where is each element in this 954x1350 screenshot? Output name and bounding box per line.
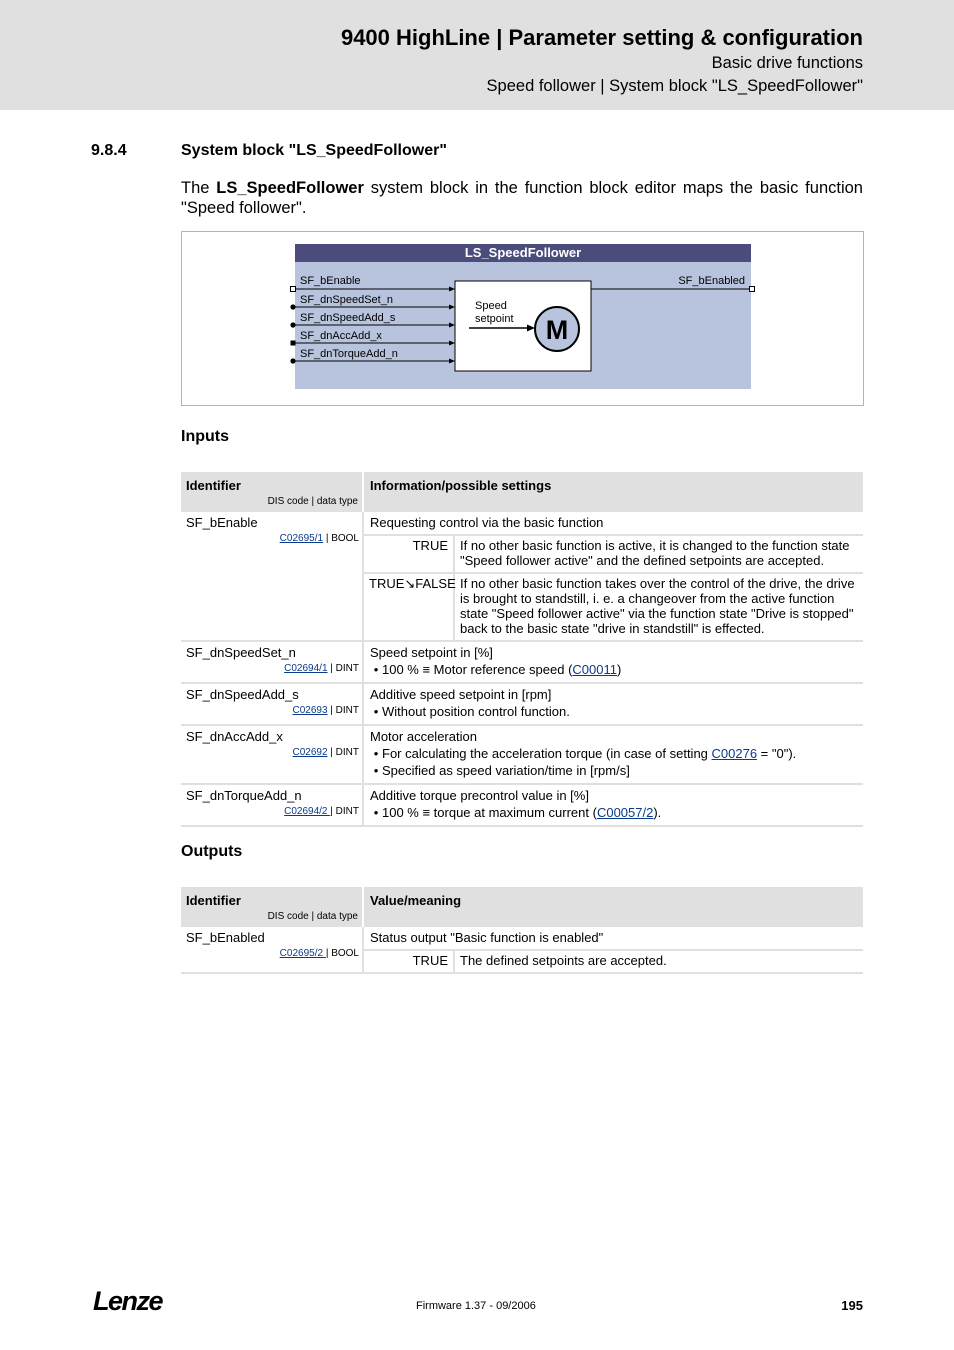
identifier: SF_dnSpeedSet_n [186, 645, 296, 660]
outputs-table-header [181, 887, 863, 927]
intro-text-post: system block in the function block editor maps the basic function "Speed follower". [181, 179, 863, 217]
input-label-dnaccadd: SF_dnAccAdd_x [300, 330, 382, 342]
input-label-dnspeedset: SF_dnSpeedSet_n [300, 294, 393, 306]
identifier-header: Identifier DIS code | data type [181, 472, 363, 512]
table-row [181, 512, 863, 641]
inputs-table-header [181, 472, 863, 512]
dis-code-link[interactable]: C02694/1 [284, 663, 328, 674]
intro-text-pre: The [181, 179, 217, 197]
block-title: LS_SpeedFollower [464, 245, 582, 260]
input-label-dnspeedadd: SF_dnSpeedAdd_s [300, 312, 396, 324]
identifier: SF_dnAccAdd_x [186, 729, 283, 744]
data-type: | DINT [327, 705, 359, 716]
dis-code-link[interactable]: C02693 [292, 705, 328, 716]
section-title: System block "LS_SpeedFollower" [181, 142, 447, 159]
bullet-item: • Without position control function. [373, 704, 570, 719]
parameter-link[interactable]: C00057/2 [596, 805, 654, 820]
table-row [181, 725, 863, 784]
dint-connector-icon [291, 341, 296, 346]
info-text: Speed setpoint in [%] [370, 645, 493, 660]
system-block-diagram [182, 232, 865, 407]
lenze-logo: Lenze [93, 1286, 163, 1316]
value-meaning: If no other basic function takes over the control of the drive, the drive is brought to standstill, i. e. a changeover from the active function state "Speed follower active" via the function state "Drive is stopped" back to the basic state "drive in standstill" is effected. [454, 573, 863, 640]
dint-connector-icon [290, 322, 295, 327]
dint-connector-icon [290, 304, 295, 309]
dis-code-link[interactable]: C02694/2 [284, 806, 331, 817]
identifier-header: Identifier DIS code | data type [181, 887, 363, 927]
inputs-heading: Inputs [181, 428, 229, 445]
value-meaning: The defined setpoints are accepted. [454, 950, 863, 972]
section-number: 9.8.4 [91, 142, 127, 159]
value-header: Value/meaning [370, 893, 462, 908]
setpoint-label: setpoint [475, 313, 514, 325]
outputs-table [181, 887, 863, 974]
info-text: Additive speed setpoint in [rpm] [370, 687, 552, 702]
parameter-link[interactable]: C00276 [711, 746, 758, 761]
value-meaning: If no other basic function is active, it is changed to the function state "Speed follower active" and the defined setpoints are accepted. [454, 535, 863, 573]
value-table [364, 534, 863, 640]
dis-code-link[interactable]: C02692 [292, 747, 328, 758]
table-row [181, 927, 863, 973]
data-type: | BOOL [323, 533, 359, 544]
document-title: 9400 HighLine | Parameter setting & configuration [340, 25, 863, 50]
dis-code-header: DIS code | data type [267, 911, 358, 922]
bool-connector-icon [750, 287, 755, 292]
value-table [364, 949, 863, 972]
outputs-heading: Outputs [181, 843, 243, 860]
info-text: Additive torque precontrol value in [%] [370, 788, 589, 803]
data-type: | DINT [327, 663, 359, 674]
info-header: Information/possible settings [370, 478, 552, 493]
system-block-figure [181, 231, 864, 406]
table-row [181, 641, 863, 683]
intro-paragraph [181, 178, 863, 218]
dis-code-link[interactable]: C02695/1 [279, 533, 324, 544]
info-text: Motor acceleration [370, 729, 477, 744]
input-label-dntorqueadd: SF_dnTorqueAdd_n [300, 348, 398, 360]
input-label-benable: SF_bEnable [300, 275, 361, 287]
bullet-item: • 100 % ≡ Motor reference speed (C00011) [373, 662, 622, 677]
firmware-version: Firmware 1.37 - 09/2006 [416, 1300, 536, 1312]
table-row [181, 683, 863, 725]
value-key: TRUE↘FALSE [364, 573, 454, 640]
page-header [0, 0, 954, 110]
info-text: Status output "Basic function is enabled" [370, 930, 604, 945]
output-label-benabled: SF_bEnabled [678, 275, 745, 287]
bullet-item: • Specified as speed variation/time in [rpm/s] [373, 763, 630, 778]
identifier: SF_bEnabled [186, 930, 265, 945]
table-row [181, 784, 863, 826]
identifier: SF_bEnable [186, 515, 258, 530]
parameter-link[interactable]: C00011 [572, 662, 617, 677]
bool-connector-icon [291, 287, 296, 292]
section-subtitle: Speed follower | System block "LS_SpeedFollower" [486, 77, 863, 95]
dis-code-link[interactable]: C02695/2 [279, 948, 326, 959]
data-type: | DINT [330, 806, 359, 817]
value-key: TRUE [364, 950, 454, 972]
inputs-table [181, 472, 863, 827]
page-number: 195 [841, 1298, 863, 1313]
value-key: TRUE [364, 535, 454, 573]
info-text: Requesting control via the basic function [370, 515, 604, 530]
chapter-subtitle: Basic drive functions [711, 54, 863, 72]
identifier: SF_dnTorqueAdd_n [186, 788, 302, 803]
intro-block-name: LS_SpeedFollower [216, 179, 364, 197]
motor-letter: M [545, 315, 569, 345]
bullet-item: • 100 % ≡ torque at maximum current (C00057/2). [373, 805, 662, 820]
bullet-item: • For calculating the acceleration torque (in case of setting C00276 = "0"). [373, 746, 797, 761]
identifier: SF_dnSpeedAdd_s [186, 687, 299, 702]
data-type: | BOOL [325, 948, 359, 959]
dint-connector-icon [290, 358, 295, 363]
speed-label: Speed [475, 300, 507, 312]
data-type: | DINT [327, 747, 359, 758]
dis-code-header: DIS code | data type [267, 496, 358, 507]
